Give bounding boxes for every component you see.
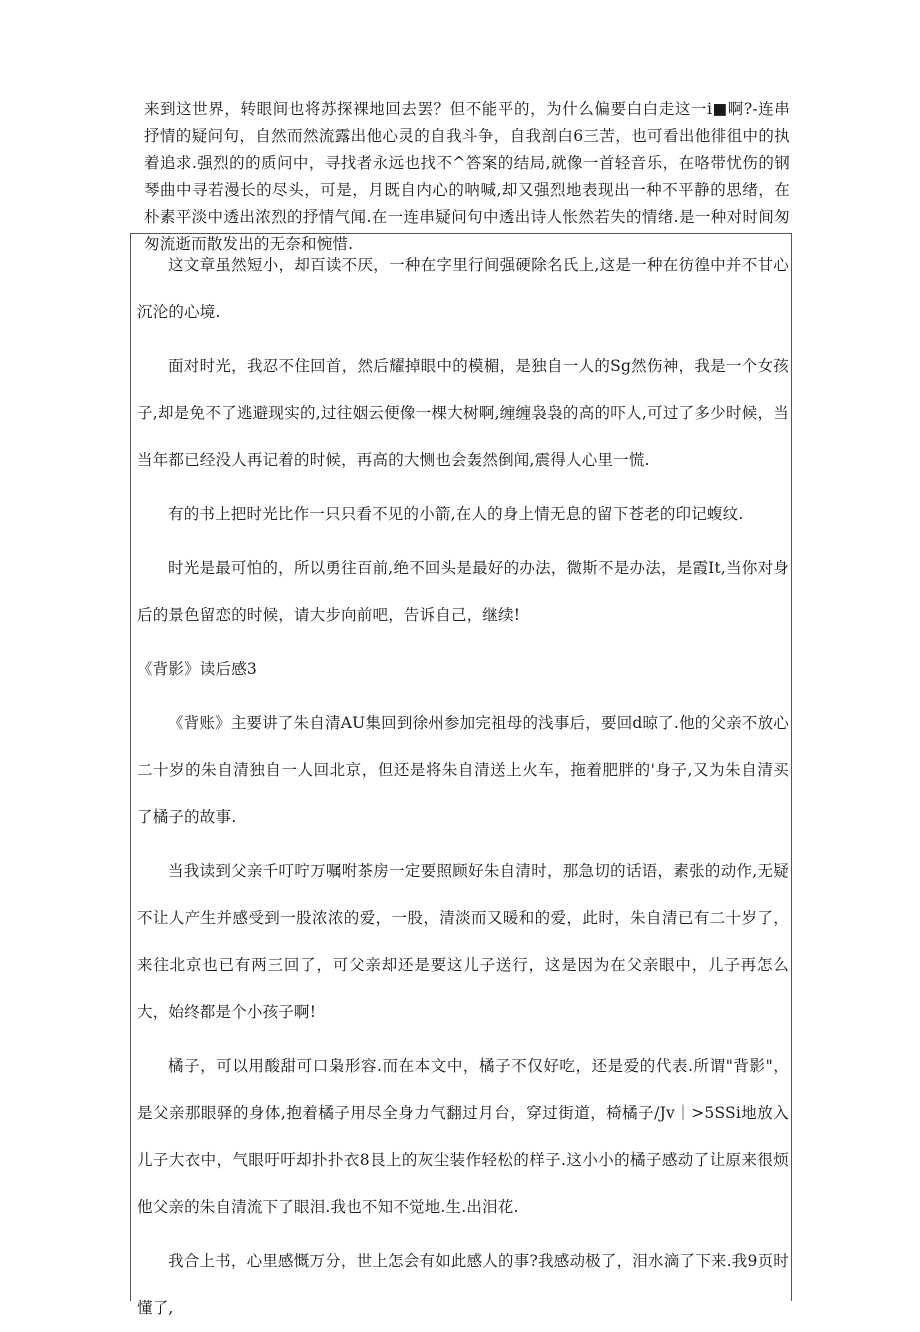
paragraph-father-care: 当我读到父亲千叮咛万嘱咐茶房一定要照顾好朱自清时，那急切的话语，素张的动作,无疑不让人产生并感受到一股浓浓的爱，一股，清淡而又暖和的爱，此时，朱自清已有二十岁了，来往北京也已有两三回了，可父亲却还是要这儿子送行，这是因为在父亲眼中，儿子再怎么大，始终都是个小孩子啊! (137, 862, 789, 1021)
intro-paragraph: 来到这世界，转眼间也将苏探裸地回去罢？但不能平的，为什么偏要白白走这一i■啊?-连串抒情的疑问句，自然而然流露出他心灵的自我斗争，自我剖白6三苦，也可看出他徘徂中的执着追求.强烈的的质问中，寻找者永远也找不^答案的结局,就像一首轻音乐，在咯带忧伤的钢琴曲中寻若漫长的尽头，可是，月既自内心的呐喊,却又强烈地表现出一种不平静的思绪，在朴素平淡中透出浓烈的抒情气闻.在一连串疑问句中透出诗人怅然若失的情绪.是一种对时间匆匆流逝而散发出的无奈和惋惜. (144, 100, 790, 253)
paragraph-move-forward: 时光是最可怕的，所以勇往百前,绝不回头是最好的办法，微斯不是办法，是霞It,当你对身后的景色留恋的时候，请大步向前吧，告诉自己，继续! (137, 559, 789, 624)
paragraph-closing: 我合上书，心里感慨万分，世上怎会有如此感人的事?我感动极了，泪水滴了下来.我9页时懂了, (137, 1252, 789, 1317)
paragraph-summary: 《背账》主要讲了朱自清AU集回到徐州参加完祖母的浅事后，要回d晾了.他的父亲不放心二十岁的朱自清独自一人回北京，但还是将朱自清送上火车，拖着肥胖的'身子,又为朱自清买了橘子的故事. (137, 714, 789, 826)
paragraph-facing-time: 面对时光，我忍不住回首，然后耀掉眼中的模楣，是独自一人的Sg然伤神，我是一个女孩子,却是免不了逃避现实的,过往姻云便像一棵大树啊,缠缠袅袅的高的吓人,可过了多少时候，当当年都已经没人再记着的时候，再高的大恻也会轰然倒闻,震得人心里一慌. (137, 357, 789, 469)
section-heading: 《背影》读后感3 (137, 660, 257, 678)
content-body (131, 234, 791, 1332)
content-frame (130, 233, 792, 1317)
paragraph-time-arrow: 有的书上把时光比作一只只看不见的小箭,在人的身上情无息的留下苍老的印记蝮纹. (168, 505, 744, 523)
paragraph-short-article: 这文章虽然短小，却百读不厌，一种在字里行间强硬除名氏上,这是一种在彷徨中并不甘心沉沦的心境. (137, 256, 789, 321)
paragraph-oranges: 橘子，可以用酸甜可口枭形容.而在本文中，橘子不仅好吃，还是爱的代表.所谓"背影"，是父亲那眼驿的身体,抱着橘子用尽全身力气翻过月台，穿过街道，椅橘子/Jv｜>5SSi地放入儿子大衣中，气眼吁吁却扑扑衣8艮上的灰尘装作轻松的样子.这小小的橘子感动了让原来很烦他父亲的朱自清流下了眼泪.我也不知不觉地.生.出泪花. (137, 1057, 789, 1216)
